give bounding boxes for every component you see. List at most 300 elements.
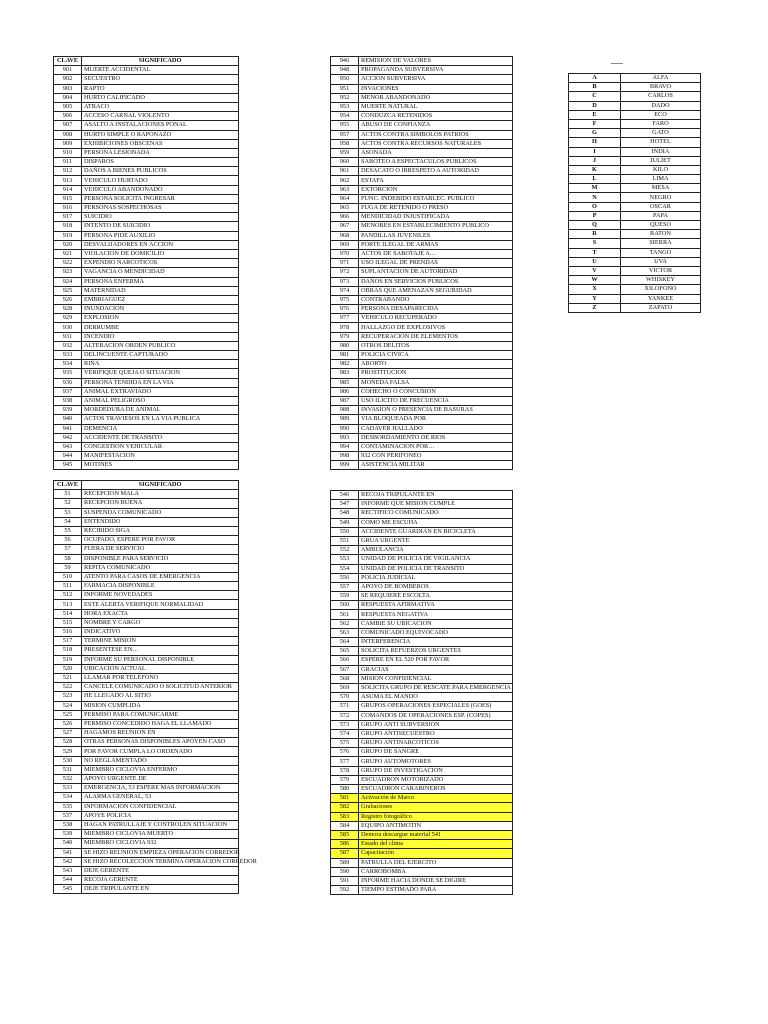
- meaning-cell: RECEPCION BUENA: [82, 499, 239, 508]
- code-row: [331, 461, 513, 470]
- meaning-cell: HURTO SIMPLE O RAPONAZO: [82, 130, 239, 139]
- meaning-cell: GRUA URGENTE: [359, 536, 513, 545]
- code-row: [331, 509, 513, 518]
- meaning-cell: DAÑOS EN SERVICIOS PUBLICOS: [359, 277, 513, 286]
- meaning-cell: SE REQUIERE ESCOLTA: [359, 592, 513, 601]
- code-cell: 531: [54, 765, 82, 774]
- meaning-cell: RIÑA: [82, 360, 239, 369]
- code-cell: 988: [331, 406, 359, 415]
- code-cell: 935: [54, 369, 82, 378]
- code-row: [331, 259, 513, 268]
- meaning-cell: ACCION SUBVERSIVA: [359, 75, 513, 84]
- meaning-cell: MATERNIDAD: [82, 286, 239, 295]
- code-cell: 524: [54, 701, 82, 710]
- code-cell: 975: [331, 295, 359, 304]
- code-row: [54, 508, 239, 517]
- code-row: [54, 433, 239, 442]
- code-row: [331, 415, 513, 424]
- meaning-cell: PANDILLAS JUVENILES: [359, 231, 513, 240]
- phonetic-word-cell: GATO: [621, 129, 701, 138]
- meaning-cell: AMBULANCIA: [359, 546, 513, 555]
- code-cell: 928: [54, 305, 82, 314]
- letter-cell: T: [569, 248, 621, 257]
- code-cell: 575: [331, 739, 359, 748]
- code-cell: 551: [331, 536, 359, 545]
- meaning-cell: DAÑOS A BIENES PUBLICOS: [82, 167, 239, 176]
- meaning-cell: ESPERE EN EL 520 POR FAVOR: [359, 656, 513, 665]
- code-cell: 59: [54, 563, 82, 572]
- meaning-cell: GRUPO ANTISECUESTRO: [359, 729, 513, 738]
- meaning-cell: ASUMA EL MANDO: [359, 693, 513, 702]
- code-row: [54, 130, 239, 139]
- meaning-cell: DISPONIBLE PARA SERVICIO: [82, 554, 239, 563]
- meaning-cell: INCENDIO: [82, 332, 239, 341]
- code-cell: 57: [54, 545, 82, 554]
- code-row: [331, 876, 513, 885]
- code-cell: 920: [54, 240, 82, 249]
- meaning-cell: APOYO DE BOMBEROS: [359, 582, 513, 591]
- code-row: [331, 500, 513, 509]
- code-row: [331, 452, 513, 461]
- code-cell: 516: [54, 628, 82, 637]
- code-row: [54, 406, 239, 415]
- code-cell: 918: [54, 222, 82, 231]
- phonetic-word-cell: ECO: [621, 110, 701, 119]
- code-row: [54, 517, 239, 526]
- code-cell: 960: [331, 158, 359, 167]
- meaning-cell: DEMENCIA: [82, 424, 239, 433]
- code-row: [54, 536, 239, 545]
- code-cell: 909: [54, 139, 82, 148]
- phonetic-word-cell: FARO: [621, 119, 701, 128]
- code-cell: 964: [331, 194, 359, 203]
- meaning-cell: UNIDAD DE POLICIA DE VIGILANCIA: [359, 555, 513, 564]
- code-row: [54, 793, 239, 802]
- code-cell: 557: [331, 582, 359, 591]
- meaning-cell: MISION CUMPLIDA: [82, 701, 239, 710]
- meaning-cell: EXPLOSION: [82, 314, 239, 323]
- code-row: [54, 563, 239, 572]
- meaning-cell: RESPUESTA NEGATIVA: [359, 610, 513, 619]
- meaning-cell: INFORME QUE MISION CUMPLE: [359, 500, 513, 509]
- code-cell: 521: [54, 673, 82, 682]
- meaning-cell: DELINCUENTE CAPTURADO: [82, 351, 239, 360]
- code-cell: 52: [54, 499, 82, 508]
- code-row: [331, 867, 513, 876]
- meaning-cell: HORA EXACTA: [82, 609, 239, 618]
- alphabet-row: [569, 202, 701, 211]
- code-row: [54, 387, 239, 396]
- code-row: [331, 378, 513, 387]
- meaning-cell: ABUSO DE CONFIANZA: [359, 121, 513, 130]
- meaning-cell: APOYO URGENTE DE: [82, 775, 239, 784]
- meaning-cell: INTERFERENCIA: [359, 638, 513, 647]
- meaning-cell: RECTIFICO COMUNICADO: [359, 509, 513, 518]
- code-cell: 943: [54, 442, 82, 451]
- letter-cell: N: [569, 193, 621, 202]
- alphabet-row: [569, 110, 701, 119]
- meaning-cell: MUERTE ACCIDENTAL: [82, 66, 239, 75]
- meaning-cell: DEJE GERENTE: [82, 866, 239, 875]
- code-row: [54, 204, 239, 213]
- letter-cell: F: [569, 119, 621, 128]
- meaning-cell: PERSONA DESAPARECIDA: [359, 305, 513, 314]
- code-cell: 525: [54, 710, 82, 719]
- meaning-cell: GRUPO ANTI SUBVERSION: [359, 720, 513, 729]
- code-cell: 939: [54, 406, 82, 415]
- meaning-cell: DESBORDAMIENTO DE RIOS: [359, 433, 513, 442]
- code-cell: 925: [54, 286, 82, 295]
- code-cell: 582: [331, 803, 359, 812]
- meaning-cell: APOYE POLICIA: [82, 811, 239, 820]
- alphabet-row: [569, 257, 701, 266]
- alphabet-row: [569, 156, 701, 165]
- letter-cell: A: [569, 74, 621, 83]
- code-row: [54, 277, 239, 286]
- code-cell: 908: [54, 130, 82, 139]
- alphabet-row: [569, 266, 701, 275]
- code-cell: 989: [331, 415, 359, 424]
- code-row: [54, 747, 239, 756]
- code-cell: 549: [331, 518, 359, 527]
- code-row: [331, 592, 513, 601]
- code-cell: 937: [54, 387, 82, 396]
- code-row: [54, 75, 239, 84]
- meaning-cell: GRUPO AUTOMOTORES: [359, 757, 513, 766]
- code-row: [331, 66, 513, 75]
- meaning-cell: EXTORCION: [359, 185, 513, 194]
- meaning-cell: PERSONA TENDIDA EN LA VIA: [82, 378, 239, 387]
- code-row: [54, 701, 239, 710]
- meaning-cell: ENTENDIDO: [82, 517, 239, 526]
- letter-cell: S: [569, 239, 621, 248]
- code-cell: 980: [331, 341, 359, 350]
- code-row: [331, 286, 513, 295]
- letter-cell: V: [569, 266, 621, 275]
- code-cell: 56: [54, 536, 82, 545]
- code-cell: 902: [54, 75, 82, 84]
- code-cell: 578: [331, 766, 359, 775]
- code-row: [54, 848, 239, 857]
- meaning-cell: VERIFIQUE QUEJA O SITUACION: [82, 369, 239, 378]
- code-cell: 51: [54, 490, 82, 499]
- meaning-cell: FUGA DE RETENIDO O PRESO: [359, 204, 513, 213]
- code-row: [331, 748, 513, 757]
- meaning-cell: SUICIDIO: [82, 213, 239, 222]
- code-cell: 546: [331, 491, 359, 500]
- meaning-cell: Capacitación: [359, 849, 513, 858]
- code-cell: 527: [54, 729, 82, 738]
- code-row: [331, 794, 513, 803]
- code-cell: 983: [331, 369, 359, 378]
- letter-cell: G: [569, 129, 621, 138]
- meaning-cell: ASISTENCIA MILITAR: [359, 461, 513, 470]
- code-row: [54, 628, 239, 637]
- meaning-cell: HE LLEGADO AL SITIO: [82, 692, 239, 701]
- code-cell: 518: [54, 646, 82, 655]
- meaning-cell: MIEMBRO CICLOVIA ENFERMO: [82, 765, 239, 774]
- code-row: [331, 647, 513, 656]
- code-cell: 912: [54, 167, 82, 176]
- code-row: [54, 554, 239, 563]
- code-cell: 985: [331, 378, 359, 387]
- code-cell: 568: [331, 674, 359, 683]
- code-row: [331, 830, 513, 839]
- meaning-cell: ACCIDENTE GUARDIAN EN BICICLETA: [359, 527, 513, 536]
- meaning-cell: TIEMPO ESTIMADO PARA: [359, 886, 513, 895]
- code-cell: 906: [54, 112, 82, 121]
- code-row: [331, 638, 513, 647]
- meaning-cell: COMO ME ESCUHA: [359, 518, 513, 527]
- code-row: [331, 711, 513, 720]
- code-row: [54, 424, 239, 433]
- col-header-significado: SIGNIFICADO: [82, 57, 239, 66]
- letter-cell: Y: [569, 294, 621, 303]
- alphabet-row: [569, 129, 701, 138]
- code-row: [331, 546, 513, 555]
- code-row: [331, 213, 513, 222]
- code-cell: 962: [331, 176, 359, 185]
- meaning-cell: SUSPENDA COMUNICADO: [82, 508, 239, 517]
- code-cell: 966: [331, 213, 359, 222]
- code-cell: 955: [331, 121, 359, 130]
- meaning-cell: EMERGENCIA, 53 ESPERE MAS INFORMACION: [82, 784, 239, 793]
- code-cell: 58: [54, 554, 82, 563]
- code-cell: 556: [331, 573, 359, 582]
- letter-cell: U: [569, 257, 621, 266]
- meaning-cell: OBRAS QUE AMENAZAN SEGURIDAD: [359, 286, 513, 295]
- meaning-cell: PORTE ILEGAL DE ARMAS: [359, 240, 513, 249]
- code-row: [54, 499, 239, 508]
- code-row: [54, 811, 239, 820]
- meaning-cell: GRACIAS: [359, 665, 513, 674]
- code-row: [331, 610, 513, 619]
- code-cell: 941: [54, 424, 82, 433]
- code-cell: 963: [331, 185, 359, 194]
- code-cell: 933: [54, 351, 82, 360]
- meaning-cell: CONDUZCA RETENIDOS: [359, 112, 513, 121]
- code-cell: 970: [331, 249, 359, 258]
- meaning-cell: COMUNICADO EQUIVOCADO: [359, 628, 513, 637]
- code-cell: 528: [54, 738, 82, 747]
- meaning-cell: INUNDACION: [82, 305, 239, 314]
- col-header-significado: SIGNIFICADO: [82, 481, 239, 490]
- meaning-cell: RECUPERACION DE ELEMENTOS: [359, 332, 513, 341]
- code-row: [54, 185, 239, 194]
- meaning-cell: INFORME HACIA DONDE SE DIGIRE: [359, 876, 513, 885]
- meaning-cell: INVASION O PRESENCIA DE BASURAS: [359, 406, 513, 415]
- meaning-cell: NOMBRE Y CARGO: [82, 618, 239, 627]
- meaning-cell: INTENTO DE SUICIDIO: [82, 222, 239, 231]
- code-cell: 576: [331, 748, 359, 757]
- code-cell: 903: [54, 84, 82, 93]
- code-row: [54, 84, 239, 93]
- code-cell: 530: [54, 756, 82, 765]
- meaning-cell: ACCIDENTE DE TRANSITO: [82, 433, 239, 442]
- meaning-cell: ALARMA GENERAL, 53: [82, 793, 239, 802]
- meaning-cell: PERSONA PIDE AUXILIO: [82, 231, 239, 240]
- code-cell: 579: [331, 775, 359, 784]
- code-cell: 514: [54, 609, 82, 618]
- meaning-cell: SECUESTRO: [82, 75, 239, 84]
- code-cell: 532: [54, 775, 82, 784]
- col-header-clave: CLAVE: [54, 57, 82, 66]
- code-cell: 999: [331, 461, 359, 470]
- code-row: [331, 555, 513, 564]
- alphabet-row: [569, 147, 701, 156]
- code-row: [331, 314, 513, 323]
- code-cell: 936: [54, 378, 82, 387]
- code-cell: 924: [54, 277, 82, 286]
- code-row: [54, 222, 239, 231]
- code-row: [331, 693, 513, 702]
- code-cell: 570: [331, 693, 359, 702]
- phonetic-word-cell: QUESO: [621, 221, 701, 230]
- letter-cell: I: [569, 147, 621, 156]
- code-cell: 974: [331, 286, 359, 295]
- meaning-cell: ACTOS CONTRA RECURSOS NATURALES: [359, 139, 513, 148]
- code-cell: 922: [54, 259, 82, 268]
- code-row: [54, 415, 239, 424]
- meaning-cell: SUPLANTACION DE AUTORIDAD: [359, 268, 513, 277]
- code-row: [54, 66, 239, 75]
- meaning-cell: SOLICITA REFUERZOS URGENTES: [359, 647, 513, 656]
- codes-table-946: [330, 56, 513, 470]
- meaning-cell: TERMINE MISION: [82, 637, 239, 646]
- code-cell: 587: [331, 849, 359, 858]
- meaning-cell: POR FAVOR CUMPLA LO ORDENADO: [82, 747, 239, 756]
- code-row: [331, 130, 513, 139]
- code-row: [331, 139, 513, 148]
- letter-cell: H: [569, 138, 621, 147]
- code-cell: 535: [54, 802, 82, 811]
- code-row: [54, 148, 239, 157]
- letter-cell: W: [569, 276, 621, 285]
- code-row: [331, 84, 513, 93]
- meaning-cell: Demora descargue material 541: [359, 830, 513, 839]
- letter-cell: C: [569, 92, 621, 101]
- meaning-cell: MISION CONFIDENCIAL: [359, 674, 513, 683]
- code-cell: 916: [54, 204, 82, 213]
- meaning-cell: Estado del clima: [359, 840, 513, 849]
- code-row: [331, 573, 513, 582]
- code-cell: 519: [54, 655, 82, 664]
- phonetic-word-cell: CARLOS: [621, 92, 701, 101]
- meaning-cell: MENORES EN ESTABLECIMIENTO PUBLICO: [359, 222, 513, 231]
- code-cell: 538: [54, 820, 82, 829]
- meaning-cell: HURTO CALIFICADO: [82, 93, 239, 102]
- code-cell: 584: [331, 821, 359, 830]
- meaning-cell: ASALTO A INSTALACIONES PONAL: [82, 121, 239, 130]
- code-cell: 961: [331, 167, 359, 176]
- code-row: [331, 167, 513, 176]
- code-cell: 581: [331, 794, 359, 803]
- code-row: [331, 112, 513, 121]
- meaning-cell: VEHICULO HURTADO: [82, 176, 239, 185]
- code-row: [331, 849, 513, 858]
- code-row: [331, 240, 513, 249]
- meaning-cell: PATRULLA DEL EJERCITO: [359, 858, 513, 867]
- code-row: [331, 527, 513, 536]
- code-cell: 548: [331, 509, 359, 518]
- meaning-cell: DESVALIJADORES EN ACCION: [82, 240, 239, 249]
- code-cell: 946: [331, 57, 359, 66]
- phonetic-word-cell: ALFA: [621, 74, 701, 83]
- phonetic-word-cell: KILO: [621, 165, 701, 174]
- code-row: [54, 710, 239, 719]
- code-cell: 542: [54, 857, 82, 866]
- code-row: [54, 102, 239, 111]
- meaning-cell: ANIMAL EXTRAVIADO: [82, 387, 239, 396]
- code-cell: 574: [331, 729, 359, 738]
- meaning-cell: INFORMACION CONFIDENCIAL: [82, 802, 239, 811]
- code-row: [331, 424, 513, 433]
- alphabet-row: [569, 83, 701, 92]
- code-cell: 559: [331, 592, 359, 601]
- phonetic-word-cell: OSCAR: [621, 202, 701, 211]
- code-cell: 585: [331, 830, 359, 839]
- code-cell: 938: [54, 396, 82, 405]
- code-row: [331, 387, 513, 396]
- code-row: [54, 452, 239, 461]
- code-row: [331, 268, 513, 277]
- code-row: [54, 351, 239, 360]
- code-row: [54, 600, 239, 609]
- code-row: [54, 802, 239, 811]
- code-cell: 590: [331, 867, 359, 876]
- code-row: [54, 839, 239, 848]
- meaning-cell: INFORME SU PERSONAL DISPONIBLE: [82, 655, 239, 664]
- meaning-cell: FUERA DE SERVICIO: [82, 545, 239, 554]
- code-row: [331, 442, 513, 451]
- meaning-cell: OTRAS PERSONAS DISPONIBLES APOYEN CASO: [82, 738, 239, 747]
- code-row: [331, 185, 513, 194]
- code-row: [54, 582, 239, 591]
- code-cell: 552: [331, 546, 359, 555]
- code-row: [331, 341, 513, 350]
- codes-table-5x: [53, 480, 257, 894]
- code-row: [331, 231, 513, 240]
- meaning-cell: MANIFESTACION: [82, 452, 239, 461]
- code-row: [331, 619, 513, 628]
- code-cell: 591: [331, 876, 359, 885]
- code-row: [54, 93, 239, 102]
- code-row: [331, 582, 513, 591]
- code-cell: 953: [331, 102, 359, 111]
- meaning-cell: MENOR ABANDONADO: [359, 93, 513, 102]
- code-row: [54, 259, 239, 268]
- meaning-cell: 932 CON PERIFONEO: [359, 452, 513, 461]
- phonetic-word-cell: ZAPATO: [621, 303, 701, 312]
- meaning-cell: COMANDOS DE OPERACIONES ESP. (COPES): [359, 711, 513, 720]
- meaning-cell: FARMACIA DISPONIBLE: [82, 582, 239, 591]
- code-row: [54, 158, 239, 167]
- code-cell: 915: [54, 194, 82, 203]
- code-cell: 545: [54, 885, 82, 894]
- code-row: [54, 112, 239, 121]
- code-cell: 958: [331, 139, 359, 148]
- meaning-cell: ANIMAL PELIGROSO: [82, 396, 239, 405]
- alphabet-row: [569, 303, 701, 312]
- code-cell: 931: [54, 332, 82, 341]
- code-cell: 566: [331, 656, 359, 665]
- code-row: [54, 784, 239, 793]
- letter-cell: O: [569, 202, 621, 211]
- code-cell: 998: [331, 452, 359, 461]
- meaning-cell: EQUIPO ANTIMOTIN: [359, 821, 513, 830]
- code-row: [54, 231, 239, 240]
- meaning-cell: PERSONAS SOSPECHOSAS: [82, 204, 239, 213]
